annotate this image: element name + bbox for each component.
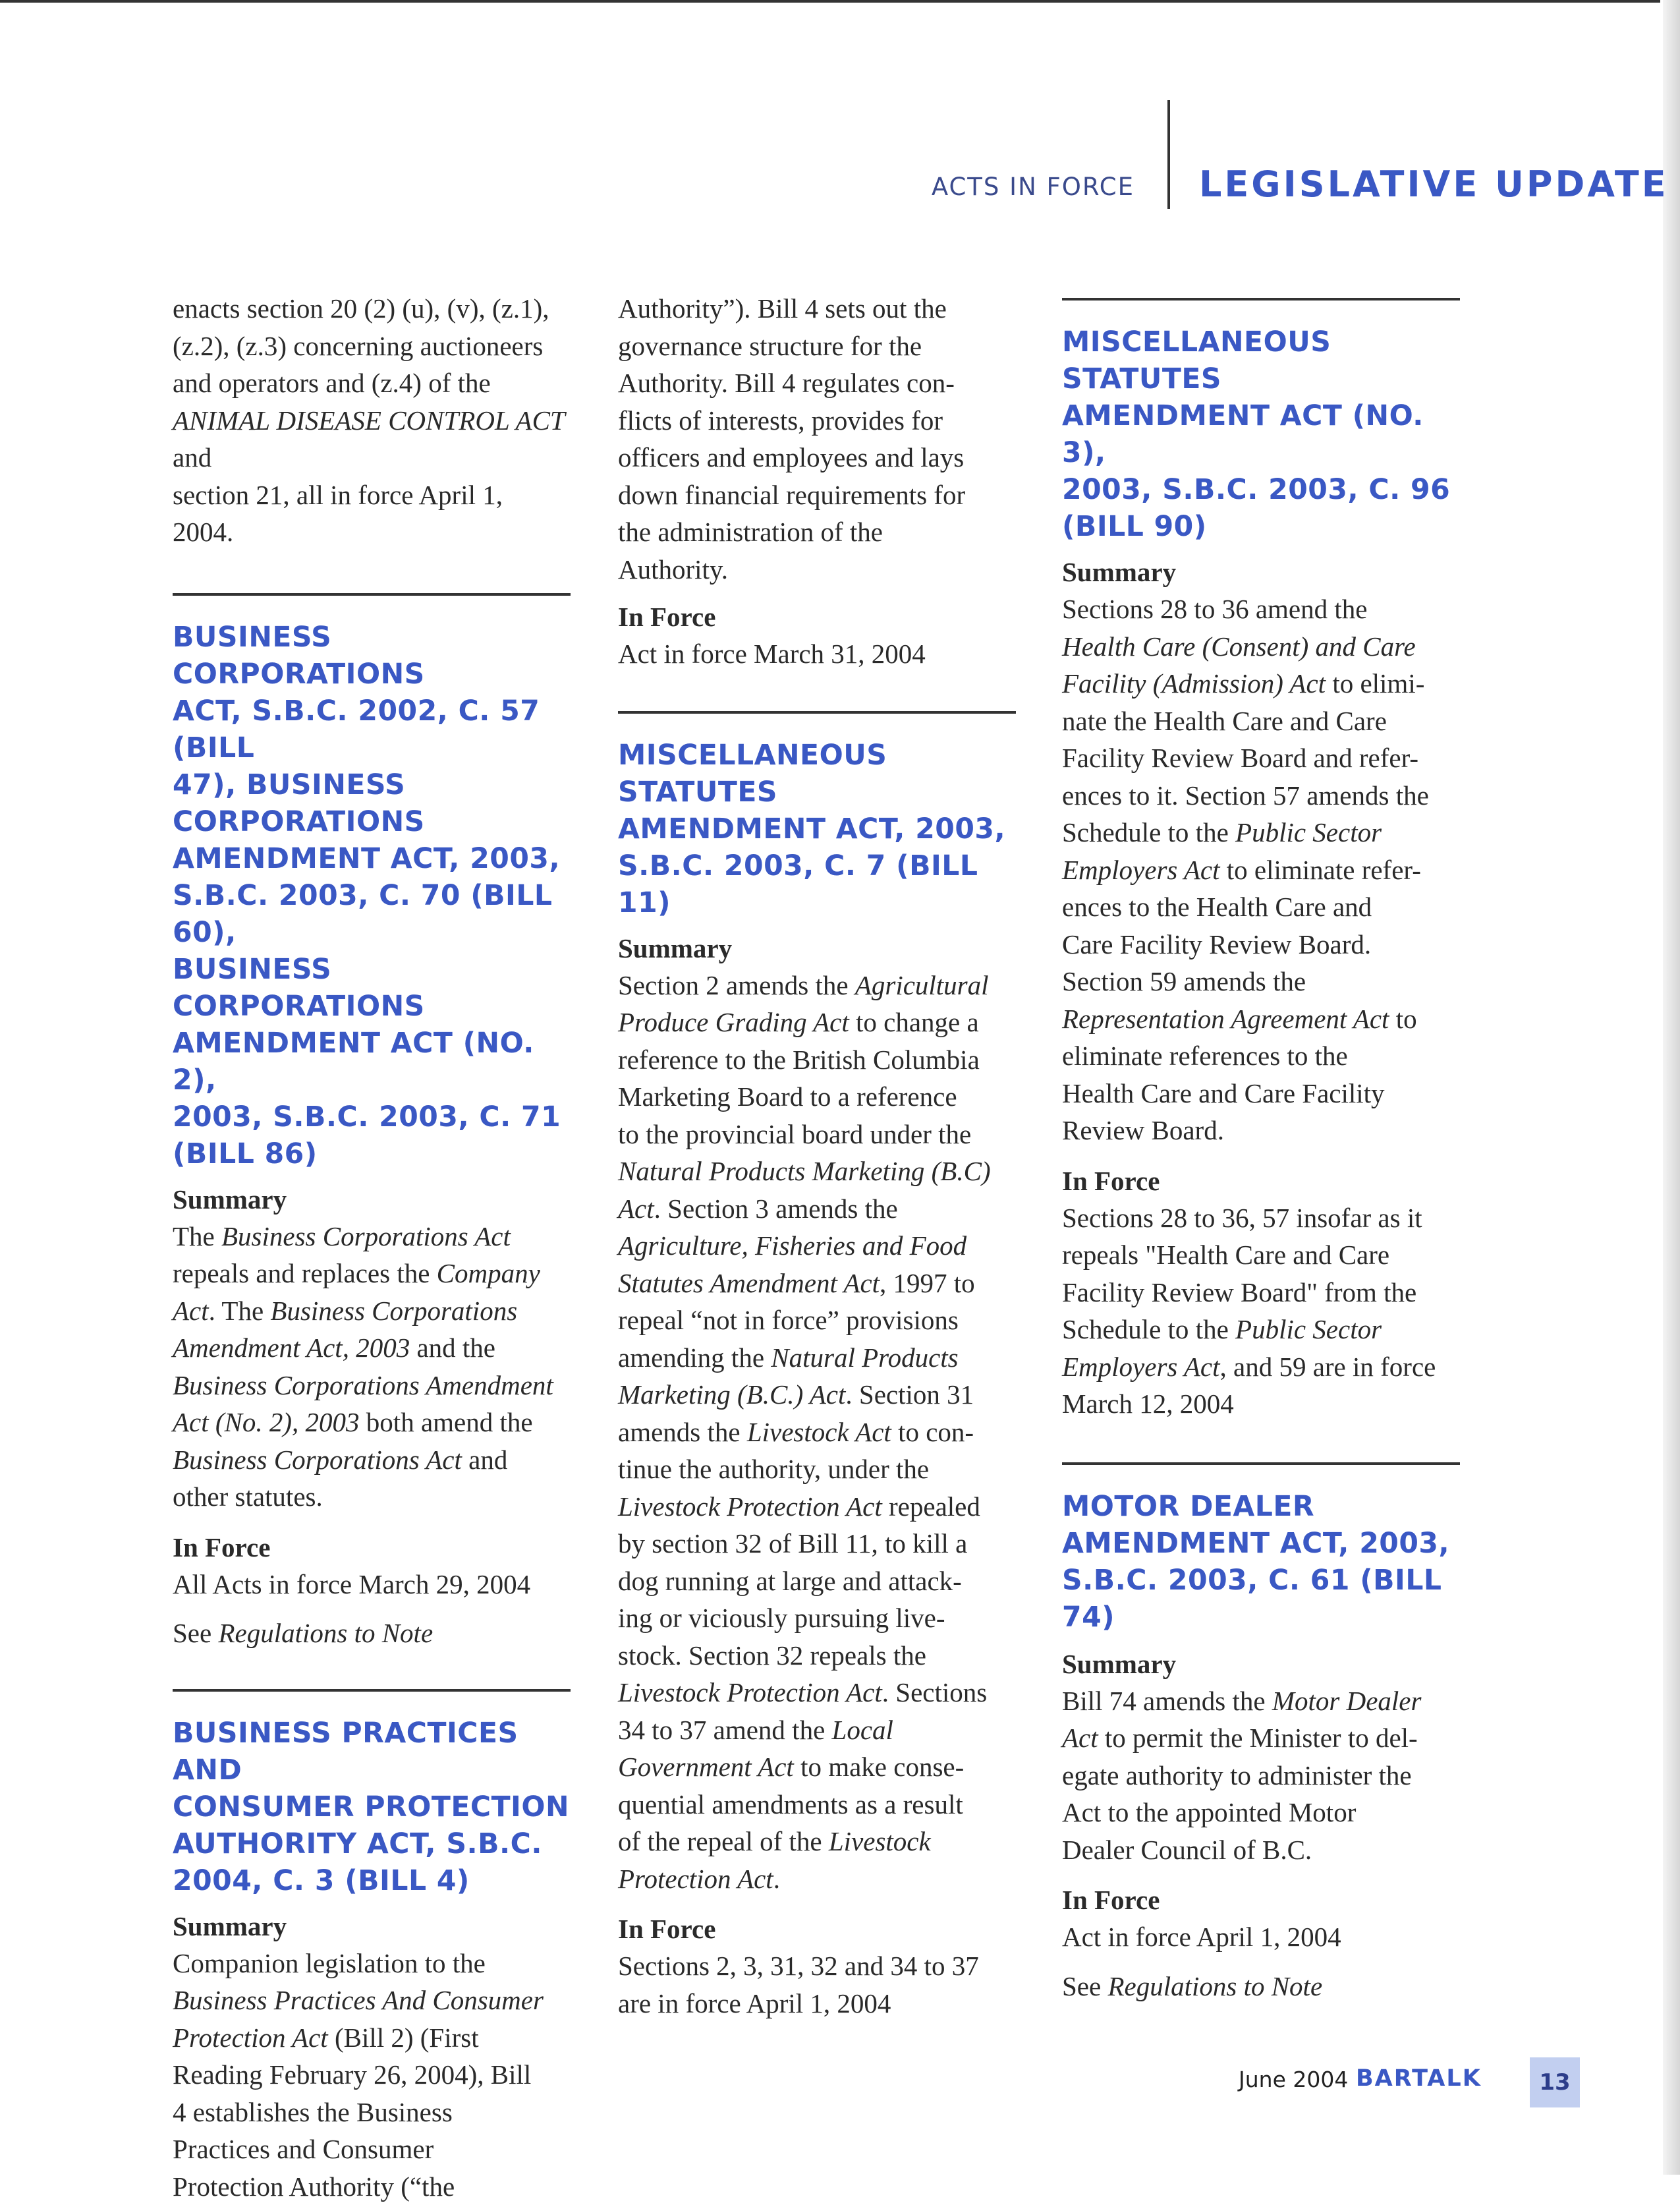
text-run: Business Practices And Consumer [173, 1985, 544, 2015]
running-head-section: ACTS IN FORCE [932, 173, 1134, 201]
in-force-label: In Force [173, 1529, 581, 1566]
text-run: Natural Products Marketing (B.C) [618, 1156, 991, 1186]
heading-line: S.B.C. 2003, C. 70 (BILL 60), [173, 880, 553, 949]
text-run: tinue the authority, under the [618, 1454, 929, 1484]
text-run: Natural Products [771, 1342, 958, 1373]
text-run: to change a [849, 1007, 979, 1037]
text-run: 4 establishes the Business [173, 2097, 453, 2127]
text-run: of the repeal of the [618, 1826, 829, 1856]
issue-date: June 2004 [1239, 2067, 1348, 2092]
text-run: Statutes Amendment Act [618, 1268, 880, 1298]
text-line: section 21, all in force April 1, [173, 480, 503, 510]
text-run: Practices and Consumer [173, 2134, 434, 2164]
heading-line: (BILL 86) [173, 1138, 318, 1170]
text-run: Employers Act [1062, 1352, 1220, 1382]
heading-line: 47), BUSINESS [173, 769, 405, 801]
text-run: by section 32 of Bill 11, to kill a [618, 1528, 967, 1559]
act-heading-business-corporations [173, 619, 581, 1173]
text-run: ing or viciously pursuing live- [618, 1603, 945, 1633]
text-run: to elimi- [1326, 668, 1424, 699]
text-run: See [1062, 1971, 1107, 2001]
text-run: Health Care and Care Facility [1062, 1078, 1385, 1108]
in-force-text [1062, 1199, 1470, 1423]
heading-line: BUSINESS CORPORATIONS [173, 621, 425, 691]
heading-line: CONSUMER PROTECTION [173, 1791, 569, 1823]
section-divider [173, 593, 571, 596]
text-run: Livestock Protection Act [618, 1491, 882, 1522]
text-run: Protection Act [173, 2022, 328, 2053]
see-also [173, 1615, 581, 1652]
text-run: Review Board. [1062, 1115, 1224, 1145]
text-line: ANIMAL DISEASE CONTROL ACT [173, 405, 565, 436]
text-run: amending the [618, 1342, 771, 1373]
text-run: Livestock Protection Act [618, 1677, 882, 1707]
heading-line: AUTHORITY ACT, S.B.C. [173, 1828, 542, 1860]
running-head-divider [1167, 100, 1170, 209]
text-run: Marketing Board to a reference [618, 1081, 957, 1112]
text-run: Public Sector [1235, 817, 1382, 847]
text-run: Reading February 26, 2004), Bill [173, 2059, 531, 2090]
magazine-name: BARTALK [1356, 2065, 1482, 2092]
text-run: Livestock [829, 1826, 931, 1856]
text-run: See [173, 1618, 218, 1648]
act-heading-misc-statutes-2003 [618, 737, 1026, 922]
column-1 [173, 290, 581, 2205]
heading-line: BUSINESS PRACTICES AND [173, 1717, 518, 1787]
text-run: egate authority to administer the [1062, 1760, 1412, 1790]
text-run: Authority”). Bill 4 sets out the [618, 293, 947, 324]
text-run: Sections 28 to 36, 57 insofar as it [1062, 1203, 1422, 1233]
page-footer [0, 2061, 1680, 2101]
heading-line: S.B.C. 2003, C. 7 (BILL 11) [618, 850, 978, 919]
text-run: other statutes. [173, 1481, 323, 1512]
heading-line: AMENDMENT ACT, 2003, [173, 843, 560, 875]
text-run: repeal “not in force” provisions [618, 1305, 959, 1335]
running-head-title: LEGISLATIVE UPDATE [1199, 163, 1669, 205]
heading-line: BUSINESS CORPORATIONS [173, 954, 425, 1023]
text-run: Business Corporations Act [221, 1221, 511, 1251]
text-run: Section 2 amends the [618, 970, 855, 1000]
text-run: governance structure for the [618, 331, 922, 361]
in-force-label: In Force [618, 1910, 1026, 1947]
heading-line: MISCELLANEOUS STATUTES [1062, 326, 1331, 395]
text-run: and [462, 1445, 507, 1475]
text-run: Public Sector [1235, 1314, 1382, 1344]
text-run: Livestock Act [747, 1417, 891, 1447]
running-head [0, 0, 1680, 217]
text-run: . Sections [882, 1677, 987, 1707]
text-run: Bill 74 amends the [1062, 1686, 1272, 1716]
text-run: ences to the Health Care and [1062, 892, 1372, 922]
see-also [1062, 1968, 1470, 2005]
page-number: 13 [1530, 2057, 1580, 2107]
text-run: to the provincial board under the [618, 1119, 971, 1149]
text-run: to make conse- [794, 1752, 964, 1782]
summary-text [1062, 590, 1470, 1149]
text-run: (Bill 2) (First [328, 2022, 479, 2053]
text-run: . [773, 1864, 780, 1894]
text-run: The [173, 1221, 221, 1251]
text-run: Section 59 amends the [1062, 966, 1306, 996]
act-heading-business-practices [173, 1715, 581, 1900]
text-run: Regulations to Note [218, 1618, 433, 1648]
heading-line: CORPORATIONS [173, 806, 425, 838]
section-divider [618, 711, 1016, 714]
text-run: , and 59 are in force [1220, 1352, 1436, 1382]
heading-line: AMENDMENT ACT, 2003, [1062, 1528, 1449, 1560]
text-run: and [173, 442, 211, 472]
text-run: to con- [891, 1417, 974, 1447]
in-force-label: In Force [618, 598, 1026, 635]
text-run: ences to it. Section 57 amends the [1062, 780, 1429, 811]
text-run: Sections 2, 3, 31, 32 and 34 to 37 [618, 1951, 979, 1981]
text-run: Authority. [618, 554, 728, 585]
text-run: dog running at large and attack- [618, 1566, 962, 1596]
text-run: Act [618, 1193, 654, 1224]
text-run: Agricultural [855, 970, 989, 1000]
text-run: Motor Dealer [1272, 1686, 1422, 1716]
heading-line: ACT, S.B.C. 2002, C. 57 (BILL [173, 695, 540, 764]
text-run: repeals and replaces the [173, 1258, 437, 1288]
summary-label: Summary [1062, 554, 1470, 590]
text-run: Act [1062, 1723, 1098, 1753]
text-run: Dealer Council of B.C. [1062, 1835, 1312, 1865]
text-run: Facility (Admission) Act [1062, 668, 1326, 699]
summary-label: Summary [618, 930, 1026, 967]
section-divider [1062, 1462, 1460, 1465]
intro-paragraph [173, 290, 581, 551]
text-run: down financial requirements for [618, 480, 965, 510]
text-run: Authority. Bill 4 regulates con- [618, 368, 955, 398]
text-run: Facility Review Board" from the [1062, 1277, 1416, 1307]
text-run: both amend the [360, 1407, 533, 1437]
continued-paragraph [618, 290, 1026, 588]
text-run: Care Facility Review Board. [1062, 929, 1371, 959]
text-run: Business Corporations [270, 1296, 517, 1326]
text-run: to [1389, 1004, 1416, 1034]
heading-line: AMENDMENT ACT, 2003, [618, 813, 1005, 845]
text-run: stock. Section 32 repeals the [618, 1640, 926, 1671]
summary-label: Summary [1062, 1646, 1470, 1682]
text-run: , 1997 to [880, 1268, 975, 1298]
text-run: Facility Review Board and refer- [1062, 743, 1418, 773]
text-run: the administration of the [618, 517, 883, 547]
heading-line: (BILL 90) [1062, 511, 1207, 543]
text-run: Schedule to the [1062, 817, 1235, 847]
summary-label: Summary [173, 1908, 581, 1945]
text-run: nate the Health Care and Care [1062, 706, 1387, 736]
heading-line: MOTOR DEALER [1062, 1491, 1314, 1523]
text-run: to eliminate refer- [1220, 855, 1421, 885]
summary-text [1062, 1682, 1470, 1869]
text-run: Produce Grading Act [618, 1007, 849, 1037]
text-run: Employers Act [1062, 855, 1220, 885]
text-run: 34 to 37 amend the [618, 1715, 832, 1745]
section-divider [173, 1689, 571, 1692]
text-run: Regulations to Note [1107, 1971, 1322, 2001]
text-run: Act (No. 2), 2003 [173, 1407, 360, 1437]
in-force-label: In Force [1062, 1162, 1470, 1199]
text-run: Company [437, 1258, 540, 1288]
text-run: Sections 28 to 36 amend the [1062, 594, 1367, 624]
text-run: amends the [618, 1417, 747, 1447]
heading-line: AMENDMENT ACT (NO. 3), [1062, 400, 1424, 469]
text-run: . The [209, 1296, 271, 1326]
page-edge-shadow [1663, 0, 1680, 2175]
summary-text [618, 967, 1026, 1898]
text-run: . Section 31 [845, 1379, 974, 1410]
text-run: Business Corporations Amendment [173, 1370, 553, 1400]
in-force-text: Act in force April 1, 2004 [1062, 1918, 1470, 1956]
text-run: Marketing (B.C.) Act [618, 1379, 845, 1410]
text-line: (z.2), (z.3) concerning auctioneers [173, 331, 543, 361]
column-2 [618, 290, 1026, 2022]
text-run: are in force April 1, 2004 [618, 1988, 891, 2019]
text-run: reference to the British Columbia [618, 1045, 980, 1075]
text-run: eliminate references to the [1062, 1041, 1348, 1071]
summary-text [173, 1218, 581, 1516]
text-run: repeals "Health Care and Care [1062, 1240, 1389, 1270]
heading-line: S.B.C. 2003, C. 61 (BILL 74) [1062, 1564, 1442, 1634]
text-run: flicts of interests, provides for [618, 405, 943, 436]
text-run: Representation Agreement Act [1062, 1004, 1389, 1034]
in-force-text: Act in force March 31, 2004 [618, 635, 1026, 673]
in-force-label: In Force [1062, 1881, 1470, 1918]
text-run: Act to the appointed Motor [1062, 1797, 1356, 1827]
text-run: Business Corporations Act [173, 1445, 462, 1475]
text-run: March 12, 2004 [1062, 1389, 1234, 1419]
text-run: and the [410, 1332, 495, 1363]
text-run: Health Care (Consent) and Care [1062, 631, 1416, 662]
act-heading-motor-dealer [1062, 1489, 1470, 1636]
text-line: 2004. [173, 517, 233, 547]
text-run: Companion legislation to the [173, 1948, 486, 1978]
heading-line: 2003, S.B.C. 2003, C. 96 [1062, 474, 1450, 506]
text-run: quential amendments as a result [618, 1789, 963, 1819]
in-force-text [618, 1947, 1026, 2022]
text-line: enacts section 20 (2) (u), (v), (z.1), [173, 293, 549, 324]
text-run: Local [832, 1715, 893, 1745]
in-force-text: All Acts in force March 29, 2004 [173, 1566, 581, 1603]
text-run: Act [173, 1296, 209, 1326]
text-run: Schedule to the [1062, 1314, 1235, 1344]
section-divider [1062, 298, 1460, 301]
heading-line: 2004, C. 3 (BILL 4) [173, 1865, 470, 1897]
text-run: Amendment Act, 2003 [173, 1332, 410, 1363]
summary-label: Summary [173, 1181, 581, 1218]
text-run: Agriculture, Fisheries and Food [618, 1230, 966, 1261]
text-run: Protection Authority (“the [173, 2171, 455, 2202]
text-run: to permit the Minister to del- [1098, 1723, 1418, 1753]
heading-line: 2003, S.B.C. 2003, C. 71 [173, 1101, 561, 1133]
act-heading-misc-statutes-no3 [1062, 324, 1470, 546]
heading-line: MISCELLANEOUS STATUTES [618, 739, 887, 809]
text-run: Protection Act [618, 1864, 773, 1894]
text-run: repealed [882, 1491, 980, 1522]
text-run: officers and employees and lays [618, 442, 964, 472]
text-run: Government Act [618, 1752, 794, 1782]
column-3 [1062, 290, 1470, 2005]
text-run: . Section 3 amends the [654, 1193, 898, 1224]
text-line: and operators and (z.4) of the [173, 368, 491, 398]
heading-line: AMENDMENT ACT (NO. 2), [173, 1027, 534, 1097]
